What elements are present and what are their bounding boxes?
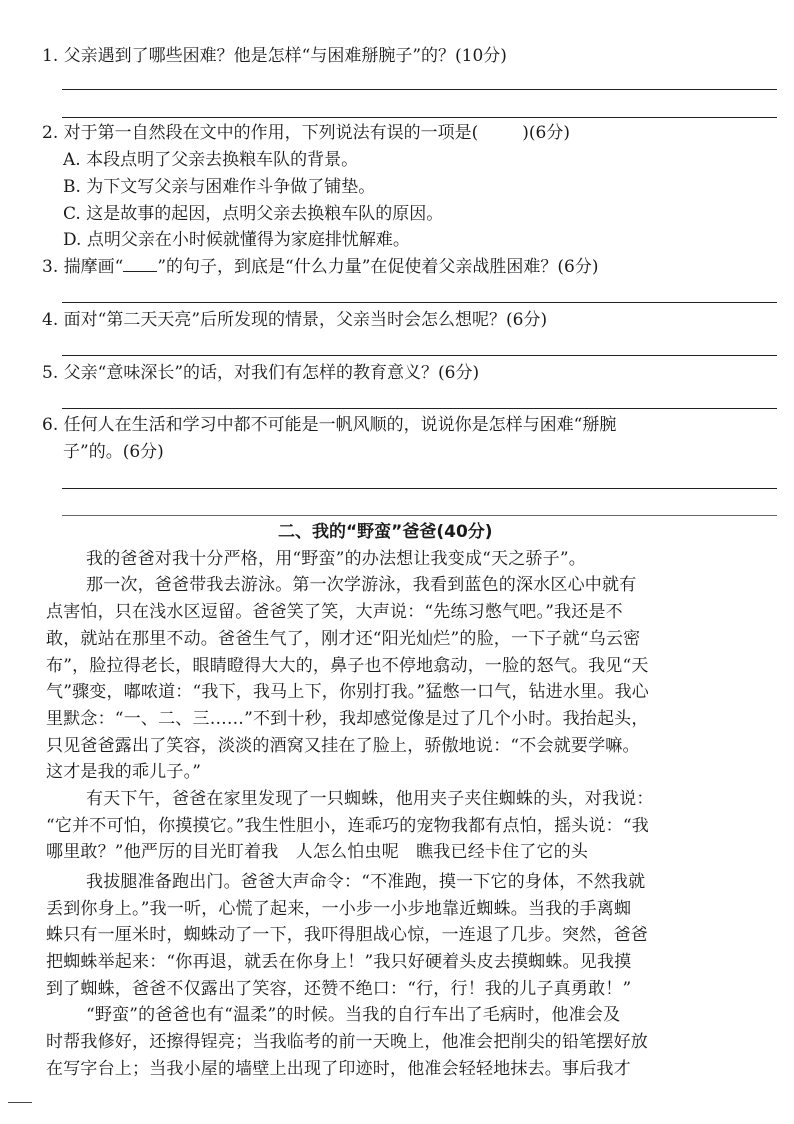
question-1	[42, 44, 507, 68]
answer-line[interactable]	[62, 302, 777, 303]
question-4	[42, 308, 547, 332]
option-a: A. 本段点明了父亲去换粮车队的背景。	[63, 150, 359, 170]
passage-line: 我的爸爸对我十分严格，用“野蛮”的办法想让我变成“天之骄子”。	[86, 549, 586, 569]
question-text: 父亲“意味深长”的话，对我们有怎样的教育意义？(6分)	[63, 363, 480, 383]
question-6	[42, 413, 616, 437]
passage-line: 蛛只有一厘米时，蜘蛛动了一下，我吓得胆战心惊，一连退了几步。突然，爸爸	[46, 925, 648, 945]
question-text: 对于第一自然段在文中的作用，下列说法有误的一项是(	[63, 123, 479, 143]
option-b: B. 为下文写父亲与困难作斗争做了铺垫。	[63, 177, 376, 197]
passage-line: 把蜘蛛举起来：“你再退，就丢在你身上！”我只好硬着头皮去摸蜘蛛。见我摸	[46, 952, 632, 972]
passage-line: “野蛮”的爸爸也有“温柔”的时候。当我的自行车出了毛病时，他准会及	[86, 1005, 621, 1025]
passage-line: 哪里敢？”他严厉的目光盯着我 人怎么怕虫呢 瞧我已经卡住了它的头	[46, 842, 589, 862]
passage-line: 布”，脸拉得老长，眼睛瞪得大大的，鼻子也不停地翕动，一脸的怒气。我见“天	[46, 656, 649, 676]
question-number: 2.	[42, 123, 59, 143]
passage-line: “它并不可怕，你摸摸它。”我生性胆小，连乖巧的宠物我都有点怕，摇头说：“我	[46, 816, 649, 836]
answer-line[interactable]	[62, 408, 777, 409]
passage-line: 敢，就站在那里不动。爸爸生气了，刚才还“阳光灿烂”的脸，一下子就“乌云密	[46, 629, 641, 649]
answer-line[interactable]	[62, 488, 777, 489]
question-number: 5.	[42, 363, 59, 383]
passage-line: 这才是我的乖儿子。”	[46, 762, 202, 782]
passage-line: 只见爸爸露出了笑容，淡淡的酒窝又挂在了脸上，骄傲地说：“不会就要学嘛。	[46, 736, 640, 756]
option-c: C. 这是故事的起因，点明父亲去换粮车队的原因。	[63, 204, 444, 224]
question-text: 面对“第二天天亮”后所发现的情景，父亲当时会怎么想呢？(6分)	[63, 310, 548, 330]
question-number: 4.	[42, 310, 59, 330]
passage-line: 气”骤变，嘟哝道：“我下，我马上下，你别打我。”猛憋一口气，钻进水里。我心	[46, 682, 649, 702]
answer-line[interactable]	[62, 117, 777, 118]
underline-sample	[123, 257, 157, 272]
passage-line: 里默念：“一、二、三……”不到十秒，我却感觉像是过了几个小时。我抬起头，	[46, 709, 649, 729]
question-text: 父亲遇到了哪些困难？他是怎样“与困难掰腕子”的？(10分)	[63, 46, 507, 66]
question-2	[42, 121, 570, 145]
question-number: 6.	[42, 415, 59, 435]
passage-line: 到了蜘蛛，爸爸不仅露出了笑容，还赞不绝口：“行，行！我的儿子真勇敢！”	[46, 979, 632, 999]
passage-line: 丢到你身上。”我一听，心慌了起来，一小步一小步地靠近蜘蛛。当我的手离蜘	[46, 899, 632, 919]
answer-line[interactable]	[62, 89, 777, 90]
passage-line: 时帮我修好，还擦得锃亮；当我临考的前一天晚上，他准会把削尖的铅笔摆好放	[46, 1032, 648, 1052]
question-text: 任何人在生活和学习中都不可能是一帆风顺的，说说你是怎样与困难“掰腕	[63, 415, 617, 435]
section-divider	[62, 515, 777, 516]
question-number: 1.	[42, 46, 59, 66]
question-3	[42, 255, 599, 279]
question-score: )(6分)	[522, 123, 570, 143]
passage-line: 在写字台上；当我小屋的墙壁上出现了印迹时，他准会轻轻地抹去。事后我才	[46, 1059, 631, 1079]
passage-line: 点害怕，只在浅水区逗留。爸爸笑了笑，大声说：“先练习憋气吧。”我还是不	[46, 602, 623, 622]
answer-line[interactable]	[62, 355, 777, 356]
page-edge-mark	[8, 1102, 32, 1103]
passage-line: 有天下午，爸爸在家里发现了一只蜘蛛，他用夹子夹住蜘蛛的头，对我说：	[86, 789, 654, 809]
question-6-cont: 子”的。(6分)	[63, 442, 164, 462]
question-number: 3.	[42, 257, 59, 277]
section-title: 二、我的“野蛮”爸爸(40分)	[278, 522, 493, 542]
passage-line: 那一次，爸爸带我去游泳。第一次学游泳，我看到蓝色的深水区心中就有	[86, 575, 637, 595]
option-d: D. 点明父亲在小时候就懂得为家庭排忧解难。	[63, 230, 410, 250]
passage-line: 我拔腿准备跑出门。爸爸大声命令：“不准跑，摸一下它的身体，不然我就	[86, 872, 646, 892]
question-text-cont: ”的句子，到底是“什么力量”在促使着父亲战胜困难？(6分)	[157, 257, 599, 277]
question-text: 揣摩画“	[63, 257, 124, 277]
question-5	[42, 361, 479, 385]
